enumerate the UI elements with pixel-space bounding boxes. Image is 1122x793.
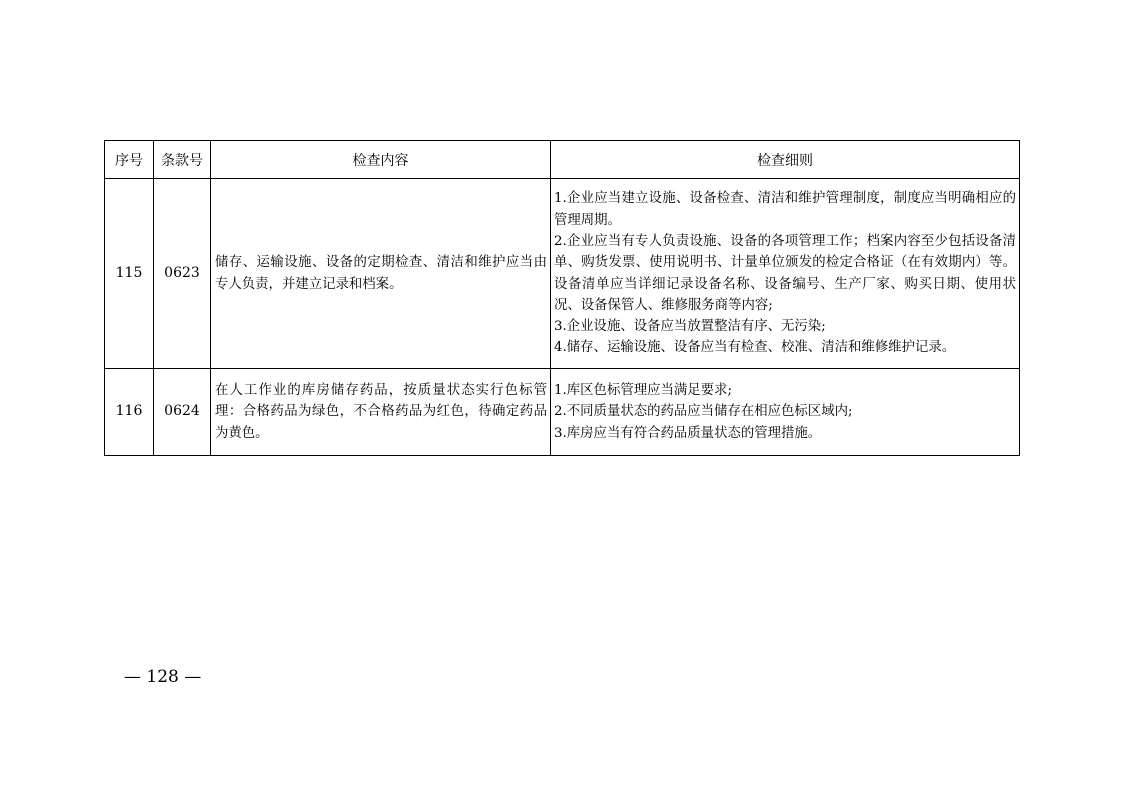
table-header-row	[105, 141, 1020, 179]
row-content: 在人工作业的库房储存药品，按质量状态实行色标管理：合格药品为绿色，不合格药品为红色，待确定药品为黄色。	[211, 369, 551, 456]
detail-item: 2.企业应当有专人负责设施、设备的各项管理工作；档案内容至少包括设备清单、购货发票、使用说明书、计量单位颁发的检定合格证（在有效期内）等。设备清单应当详细记录设备名称、设备编号、生产厂家、购买日期、使用状况、设备保管人、维修服务商等内容;	[554, 233, 1016, 313]
row-details	[551, 369, 1020, 456]
detail-item: 1.企业应当建立设施、设备检查、清洁和维护管理制度，制度应当明确相应的管理周期。	[554, 191, 1016, 228]
row-details	[551, 179, 1020, 369]
table-row	[105, 179, 1020, 369]
table-row	[105, 369, 1020, 456]
row-clause: 0624	[154, 369, 211, 456]
detail-item: 4.储存、运输设施、设备应当有检查、校准、清洁和维修维护记录。	[554, 340, 956, 356]
page-number: — 128 —	[124, 667, 202, 687]
header-details: 检查细则	[551, 141, 1020, 179]
header-clause: 条款号	[154, 141, 211, 179]
row-index: 115	[105, 179, 154, 369]
detail-item: 2.不同质量状态的药品应当储存在相应色标区域内;	[554, 404, 853, 420]
detail-item: 3.企业设施、设备应当放置整洁有序、无污染;	[554, 319, 826, 335]
header-content: 检查内容	[211, 141, 551, 179]
row-index: 116	[105, 369, 154, 456]
detail-item: 1.库区色标管理应当满足要求;	[554, 383, 732, 399]
row-clause: 0623	[154, 179, 211, 369]
row-content: 储存、运输设施、设备的定期检查、清洁和维护应当由专人负责，并建立记录和档案。	[211, 179, 551, 369]
header-index: 序号	[105, 141, 154, 179]
detail-item: 3.库房应当有符合药品质量状态的管理措施。	[554, 425, 822, 441]
inspection-table	[104, 140, 1020, 456]
